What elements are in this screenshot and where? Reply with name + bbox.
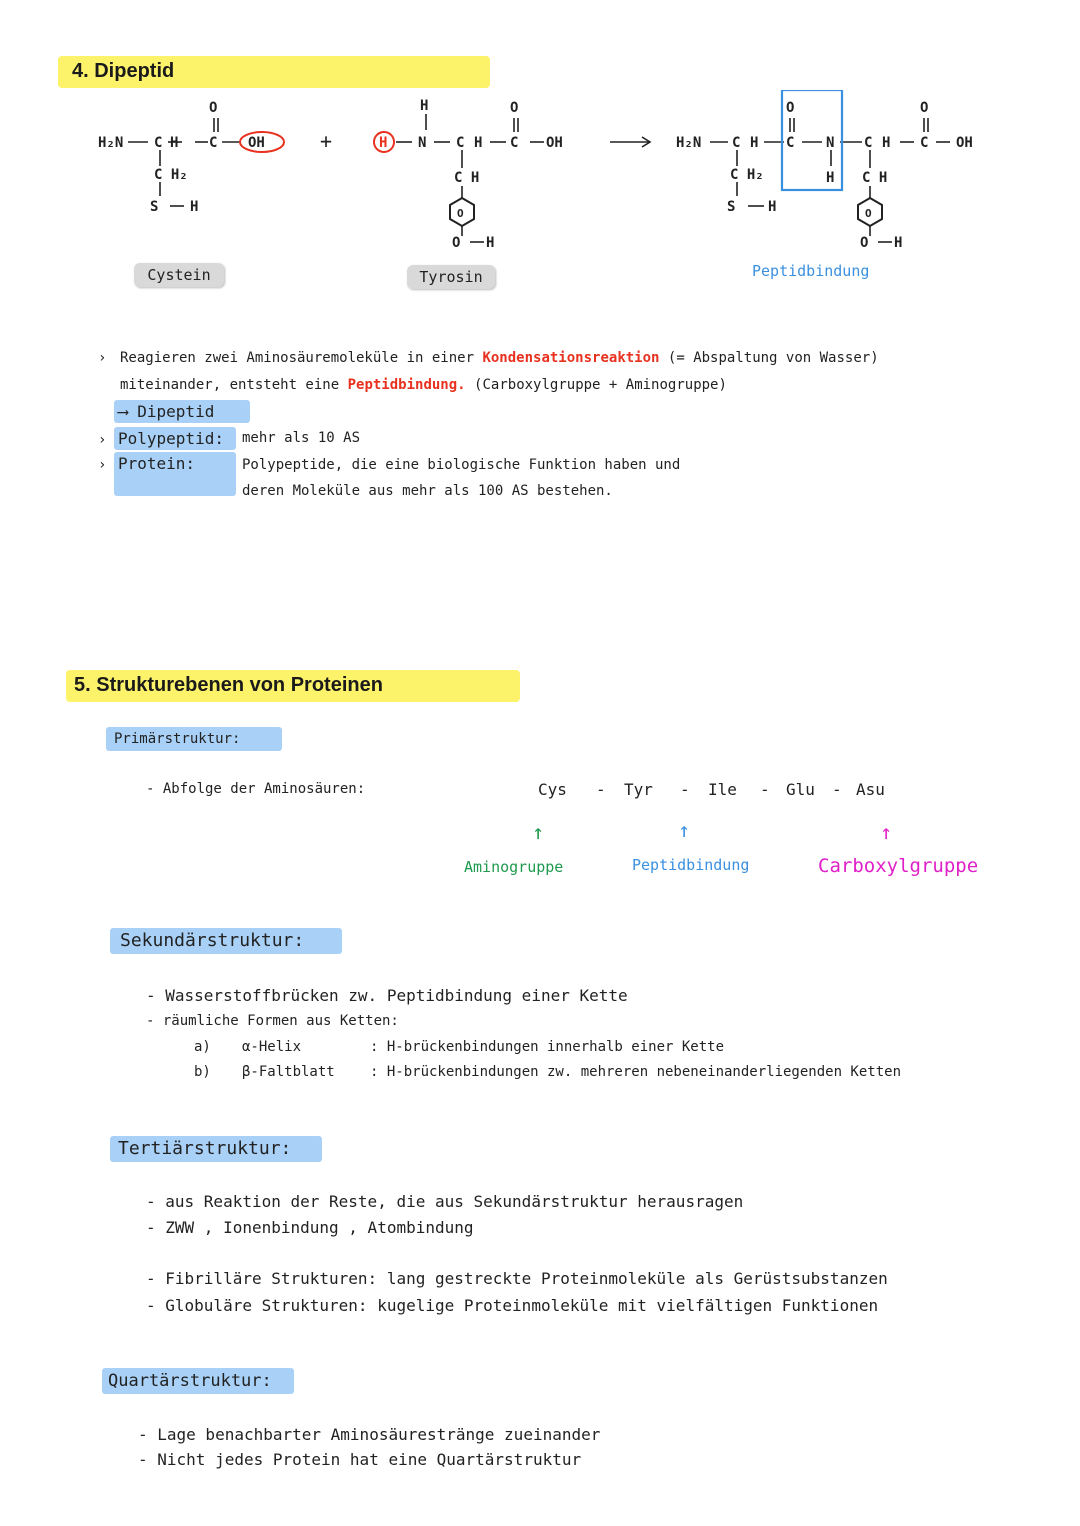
quar-line-2: - Nicht jedes Protein hat eine Quartärstruktur bbox=[138, 1450, 582, 1469]
cys-h2n: H₂N bbox=[98, 135, 124, 151]
primaerstruktur-label: Primärstruktur: bbox=[106, 727, 282, 751]
tyr-n: N bbox=[418, 135, 427, 151]
dip-ch2: C H₂ bbox=[730, 167, 764, 183]
bullet-marker-1: › bbox=[98, 350, 107, 366]
arrow-peptidbindung: ↑ bbox=[678, 818, 691, 842]
dip-h-n: H bbox=[826, 170, 835, 186]
ter-line-4: - Globuläre Strukturen: kugelige Proteinmoleküle mit vielfältigen Funktionen bbox=[146, 1296, 879, 1315]
dip-h2n: H₂N bbox=[676, 135, 702, 151]
protein-label: Protein: bbox=[114, 452, 236, 496]
dip-o2: O bbox=[920, 100, 929, 116]
bullet-marker-3: › bbox=[98, 457, 107, 473]
dip-n: N bbox=[826, 135, 835, 151]
dip-h1: H bbox=[750, 135, 759, 151]
seq-glu: Glu bbox=[786, 780, 815, 799]
cys-o: O bbox=[209, 100, 218, 116]
dip-c2: C bbox=[786, 135, 795, 151]
seq-asu: Asu bbox=[856, 780, 885, 799]
tyr-h-red: H bbox=[379, 135, 388, 151]
quartaerstruktur-label: Quartärstruktur: bbox=[102, 1368, 294, 1394]
cys-s: S bbox=[150, 199, 159, 215]
dip-c1: C bbox=[732, 135, 741, 151]
dip-o1: O bbox=[786, 100, 795, 116]
arrow-carboxylgruppe: ↑ bbox=[880, 820, 893, 844]
dip-s: S bbox=[727, 199, 736, 215]
tyr-h-o: H bbox=[486, 235, 495, 251]
section-4-title: 4. Dipeptid bbox=[58, 56, 490, 88]
sekundaerstruktur-label: Sekundärstruktur: bbox=[110, 928, 342, 954]
seq-cys: Cys bbox=[538, 780, 567, 799]
cys-c2: C bbox=[209, 135, 218, 151]
dip-h3: H bbox=[882, 135, 891, 151]
cys-h1: H bbox=[170, 135, 179, 151]
primaer-text: - Abfolge der Aminosäuren: bbox=[146, 781, 366, 797]
beta-faltblatt-text: : H-brückenbindungen zw. mehreren nebeneinanderliegenden Ketten bbox=[370, 1064, 902, 1080]
seq-tyr: Tyr bbox=[624, 780, 653, 799]
sek-b-label: b) bbox=[194, 1064, 211, 1080]
seq-dash-2: - bbox=[680, 780, 690, 799]
seq-dash-3: - bbox=[760, 780, 770, 799]
seq-dash-4: - bbox=[832, 780, 842, 799]
dip-o-ring: O bbox=[860, 235, 869, 251]
dip-c4: C bbox=[920, 135, 929, 151]
ter-line-3: - Fibrilläre Strukturen: lang gestreckte Proteinmoleküle als Gerüstsubstanzen bbox=[146, 1269, 888, 1288]
bullet-marker-2: › bbox=[98, 432, 107, 448]
sek-line-1: - Wasserstoffbrücken zw. Peptidbindung einer Kette bbox=[146, 986, 628, 1005]
dipeptid-result: ⟶ Dipeptid bbox=[114, 400, 250, 423]
tyr-ring: O bbox=[457, 207, 464, 220]
cystein-label: Cystein bbox=[134, 263, 224, 287]
tyrosin-label: Tyrosin bbox=[407, 265, 495, 289]
dip-h-s: H bbox=[768, 199, 777, 215]
cys-oh: OH bbox=[248, 135, 265, 151]
tyr-oh: OH bbox=[546, 135, 563, 151]
dip-ch: C H bbox=[862, 170, 888, 186]
alpha-helix: α-Helix bbox=[242, 1039, 302, 1055]
dip-oh: OH bbox=[956, 135, 973, 151]
arrow-aminogruppe: ↑ bbox=[532, 820, 545, 844]
tyr-h-top: H bbox=[420, 98, 429, 114]
protein-definition-1: Polypeptide, die eine biologische Funktion haben und bbox=[242, 457, 681, 473]
dip-ring: O bbox=[865, 207, 872, 220]
aminogruppe-label: Aminogruppe bbox=[464, 858, 564, 876]
tyr-ch: C H bbox=[454, 170, 480, 186]
beta-faltblatt: β-Faltblatt bbox=[242, 1064, 335, 1080]
reaction-line-2: miteinander, entsteht eine Peptidbindung. (Carboxylgruppe + Aminogruppe) bbox=[120, 377, 727, 393]
cys-h-s: H bbox=[190, 199, 199, 215]
polypeptid-definition: mehr als 10 AS bbox=[242, 430, 361, 446]
ter-line-2: - ZWW , Ionenbindung , Atombindung bbox=[146, 1218, 474, 1237]
tyr-h1: H bbox=[474, 135, 483, 151]
seq-ile: Ile bbox=[708, 780, 737, 799]
polypeptid-label: Polypeptid: bbox=[114, 427, 236, 450]
protein-definition-2: deren Moleküle aus mehr als 100 AS bestehen. bbox=[242, 483, 613, 499]
peptidbindung-seq-label: Peptidbindung bbox=[632, 856, 750, 874]
sek-line-2: - räumliche Formen aus Ketten: bbox=[146, 1013, 399, 1029]
tertiaerstruktur-label: Tertiärstruktur: bbox=[110, 1136, 322, 1162]
quar-line-1: - Lage benachbarter Aminosäurestränge zueinander bbox=[138, 1425, 601, 1444]
plus-sign: + bbox=[320, 129, 333, 153]
carboxylgruppe-label: Carboxylgruppe bbox=[818, 855, 979, 877]
tyr-o-ring: O bbox=[452, 235, 461, 251]
reaction-line-1: Reagieren zwei Aminosäuremoleküle in einer Kondensationsreaktion (= Abspaltung von Wasser) bbox=[120, 350, 879, 366]
sek-a-label: a) bbox=[194, 1039, 211, 1055]
seq-dash-1: - bbox=[596, 780, 606, 799]
dip-c3: C bbox=[864, 135, 873, 151]
tyr-c1: C bbox=[456, 135, 465, 151]
tyr-o: O bbox=[510, 100, 519, 116]
cys-c1: C bbox=[154, 135, 163, 151]
alpha-helix-text: : H-brückenbindungen innerhalb einer Kette bbox=[370, 1039, 725, 1055]
cys-ch2: C H₂ bbox=[154, 167, 188, 183]
dip-h-o: H bbox=[894, 235, 903, 251]
peptidbindung-label: Peptidbindung bbox=[752, 262, 870, 280]
peptidbindung-term: Peptidbindung. bbox=[347, 377, 466, 393]
section-5-title: 5. Strukturebenen von Proteinen bbox=[66, 670, 520, 702]
kondensationsreaktion-term: Kondensationsreaktion bbox=[482, 350, 660, 366]
ter-line-1: - aus Reaktion der Reste, die aus Sekundärstruktur herausragen bbox=[146, 1192, 744, 1211]
tyr-c2: C bbox=[510, 135, 519, 151]
